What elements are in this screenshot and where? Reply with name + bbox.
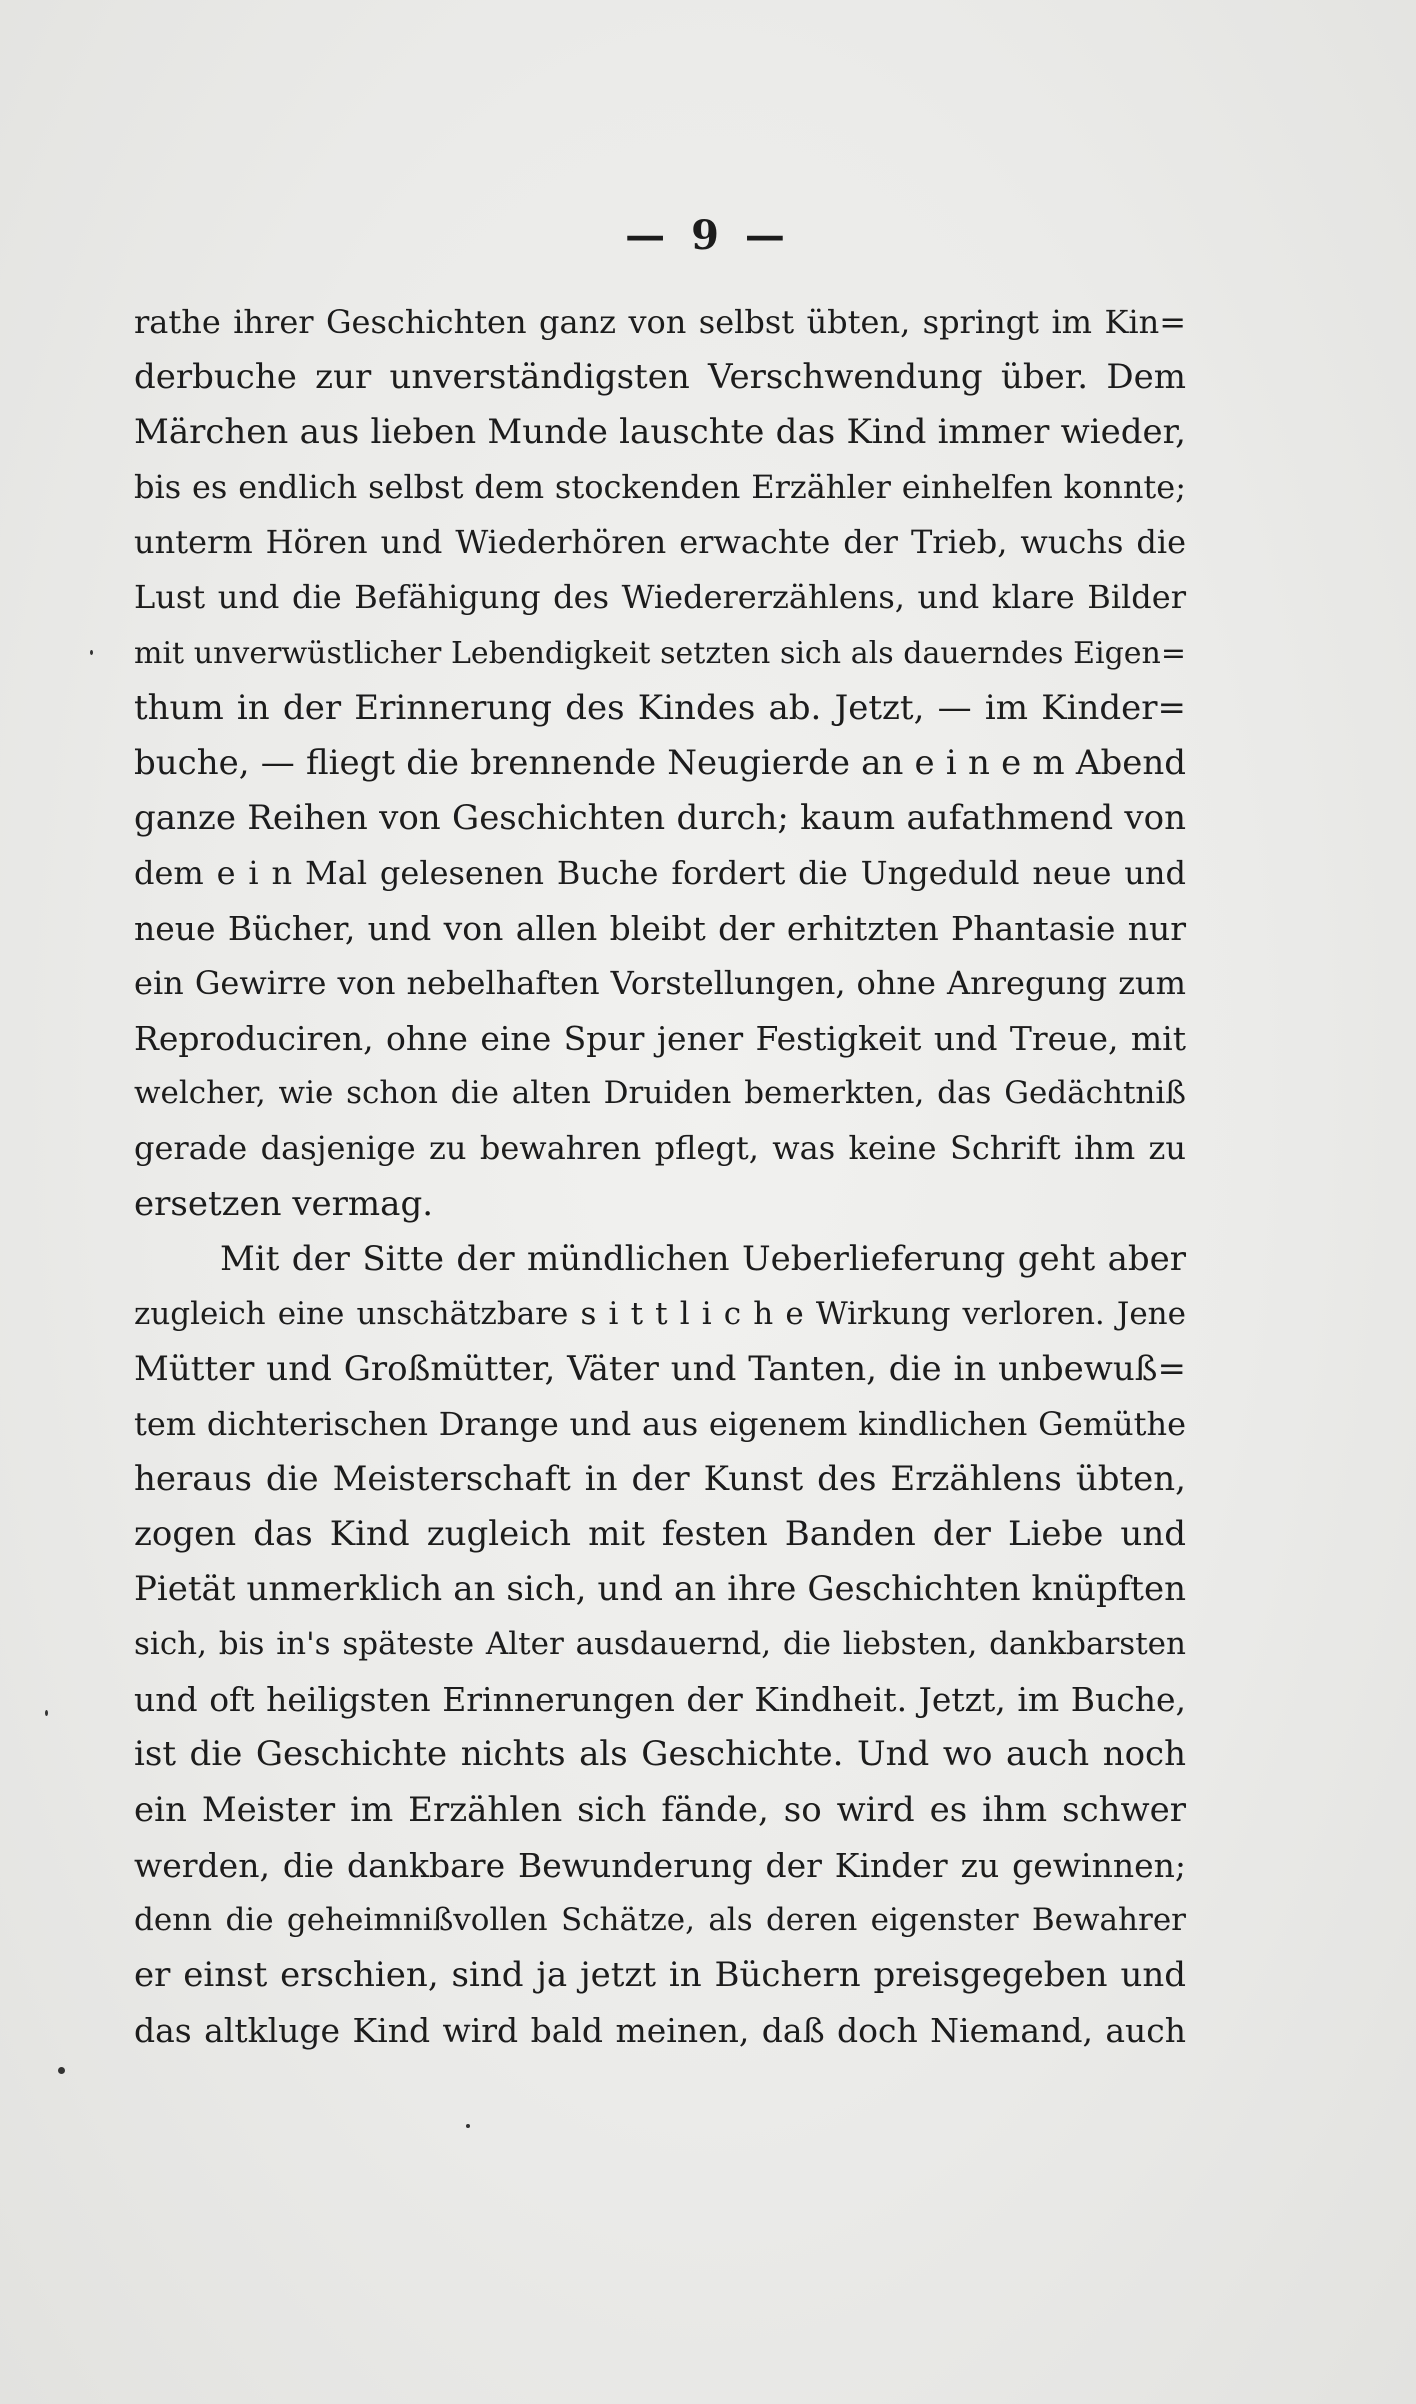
text-line: unterm Hören und Wiederhören erwachte der Trieb, wuchs die [134,523,1186,562]
text-line: thum in der Erinnerung des Kindes ab. Jetzt, — im Kinder= [134,687,1186,728]
paragraph-2 [134,1232,1186,2058]
text-line: derbuche zur unverständigsten Verschwendung über. Dem [134,357,1186,398]
text-line: ersetzen vermag. [134,1183,434,1224]
ink-speck [90,650,93,655]
text-line: das altkluge Kind wird bald meinen, daß doch Niemand, auch [134,2010,1186,2050]
text-line: buche, — fliegt die brennende Neugierde an e i n e m Abend [134,742,1186,783]
text-line: Mütter und Großmütter, Väter und Tanten, die in unbewuß= [134,1348,1186,1389]
text-line: zugleich eine unschätzbare s i t t l i c h e Wirkung verloren. Jene [134,1295,1186,1332]
text-line: dem e i n Mal gelesenen Buche fordert die Ungeduld neue und [134,853,1186,892]
text-line: er einst erschien, sind ja jetzt in Büchern preisgegeben und [134,1954,1186,1995]
text-line: neue Bücher, und von allen bleibt der erhitzten Phantasie nur [134,909,1186,949]
text-line: bis es endlich selbst dem stockenden Erzähler einhelfen konnte; [134,468,1186,507]
paragraph-1 [134,295,1186,1232]
text-line: ein Gewirre von nebelhaften Vorstellungen, ohne Anregung zum [134,964,1186,1003]
text-line: mit unverwüstlicher Lebendigkeit setzten sich als dauerndes Eigen= [134,635,1186,671]
text-line: tem dichterischen Drange und aus eigenem kindlichen Gemüthe [134,1404,1186,1443]
text-line: ganze Reihen von Geschichten durch; kaum aufathmend von [134,797,1186,838]
text-line: Pietät unmerklich an sich, und an ihre Geschichten knüpften [134,1569,1186,1610]
text-line: ist die Geschichte nichts als Geschichte. Und wo auch noch [134,1734,1186,1775]
text-line: werden, die dankbare Bewunderung der Kinder zu gewinnen; [134,1845,1186,1885]
text-line: gerade dasjenige zu bewahren pflegt, was keine Schrift ihm zu [134,1129,1186,1168]
ink-speck [58,2067,65,2074]
text-line: und oft heiligsten Erinnerungen der Kindheit. Jetzt, im Buche, [134,1680,1186,1720]
ink-speck [466,2124,470,2128]
text-line: welcher, wie schon die alten Druiden bemerkten, das Gedächtniß [134,1075,1186,1112]
text-line: sich, bis in's späteste Alter ausdauernd, die liebsten, dankbarsten [134,1626,1186,1663]
text-line: heraus die Meisterschaft in der Kunst des Erzählens übten, [134,1458,1186,1499]
text-line: Märchen aus lieben Munde lauschte das Kind immer wieder, [134,412,1186,453]
text-line: denn die geheimnißvollen Schätze, als deren eigenster Bewahrer [134,1901,1186,1938]
ink-speck [45,1710,48,1716]
text-line: zogen das Kind zugleich mit festen Banden der Liebe und [134,1514,1186,1555]
body-text [134,295,1186,2058]
text-line: rathe ihrer Geschichten ganz von selbst übten, springt im Kin= [134,303,1186,341]
text-line: Mit der Sitte der mündlichen Ueberlieferung geht aber [220,1238,1186,1279]
text-line: Reproduciren, ohne eine Spur jener Festigkeit und Treue, mit [134,1019,1186,1059]
text-line: ein Meister im Erzählen sich fände, so wird es ihm schwer [134,1789,1186,1830]
text-line: Lust und die Befähigung des Wiedererzählens, und klare Bilder [134,578,1186,617]
page-number: — 9 — [625,212,791,259]
